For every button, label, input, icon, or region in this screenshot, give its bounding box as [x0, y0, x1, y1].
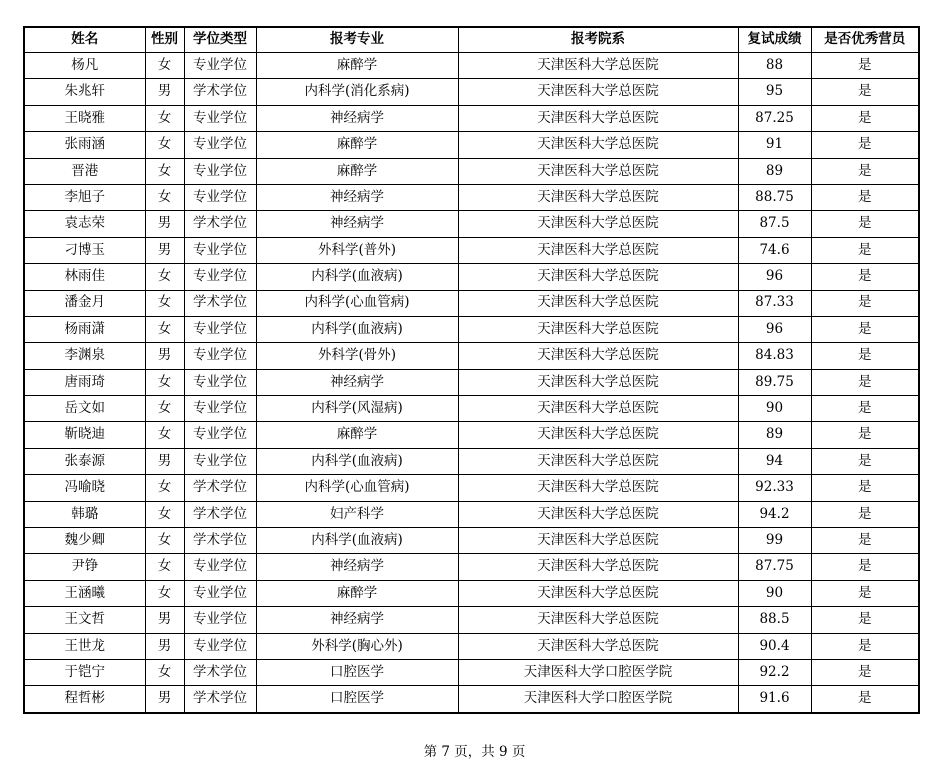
table-row	[24, 343, 919, 369]
cell-major: 内科学(血液病)	[256, 448, 458, 474]
cell-gender: 女	[145, 580, 184, 606]
cell-excellent: 是	[811, 343, 919, 369]
cell-degree-type: 专业学位	[184, 554, 256, 580]
cell-excellent: 是	[811, 369, 919, 395]
cell-degree-type: 学术学位	[184, 528, 256, 554]
table-row	[24, 158, 919, 184]
cell-name: 靳晓迪	[24, 422, 145, 448]
cell-degree-type: 专业学位	[184, 132, 256, 158]
cell-degree-type: 学术学位	[184, 211, 256, 237]
cell-gender: 男	[145, 633, 184, 659]
table-row	[24, 105, 919, 131]
cell-gender: 女	[145, 501, 184, 527]
cell-score: 94.2	[738, 501, 811, 527]
cell-score: 89	[738, 158, 811, 184]
cell-gender: 女	[145, 369, 184, 395]
cell-excellent: 是	[811, 316, 919, 342]
cell-gender: 女	[145, 475, 184, 501]
cell-major: 内科学(血液病)	[256, 316, 458, 342]
cell-degree-type: 专业学位	[184, 53, 256, 79]
column-header-excellent: 是否优秀营员	[811, 27, 919, 53]
cell-gender: 男	[145, 343, 184, 369]
cell-excellent: 是	[811, 53, 919, 79]
cell-excellent: 是	[811, 633, 919, 659]
table-row	[24, 607, 919, 633]
cell-gender: 男	[145, 686, 184, 713]
cell-department: 天津医科大学总医院	[458, 264, 738, 290]
cell-degree-type: 专业学位	[184, 633, 256, 659]
cell-degree-type: 专业学位	[184, 343, 256, 369]
table-row	[24, 554, 919, 580]
cell-excellent: 是	[811, 237, 919, 263]
cell-major: 口腔医学	[256, 686, 458, 713]
cell-major: 外科学(普外)	[256, 237, 458, 263]
cell-name: 魏少卿	[24, 528, 145, 554]
cell-major: 内科学(血液病)	[256, 528, 458, 554]
cell-gender: 女	[145, 105, 184, 131]
cell-degree-type: 专业学位	[184, 184, 256, 210]
cell-department: 天津医科大学总医院	[458, 184, 738, 210]
cell-department: 天津医科大学总医院	[458, 633, 738, 659]
table-row	[24, 686, 919, 713]
table-row	[24, 422, 919, 448]
cell-name: 李渊泉	[24, 343, 145, 369]
cell-name: 潘金月	[24, 290, 145, 316]
cell-excellent: 是	[811, 290, 919, 316]
cell-department: 天津医科大学总医院	[458, 607, 738, 633]
cell-score: 90.4	[738, 633, 811, 659]
cell-degree-type: 专业学位	[184, 607, 256, 633]
cell-gender: 女	[145, 132, 184, 158]
cell-degree-type: 学术学位	[184, 475, 256, 501]
cell-score: 91.6	[738, 686, 811, 713]
cell-department: 天津医科大学总医院	[458, 422, 738, 448]
cell-gender: 男	[145, 211, 184, 237]
cell-gender: 男	[145, 79, 184, 105]
cell-score: 88.5	[738, 607, 811, 633]
cell-score: 88.75	[738, 184, 811, 210]
cell-department: 天津医科大学总医院	[458, 290, 738, 316]
table-row	[24, 53, 919, 79]
cell-major: 内科学(血液病)	[256, 264, 458, 290]
cell-score: 96	[738, 264, 811, 290]
cell-excellent: 是	[811, 211, 919, 237]
cell-score: 89	[738, 422, 811, 448]
cell-degree-type: 学术学位	[184, 79, 256, 105]
cell-department: 天津医科大学总医院	[458, 158, 738, 184]
cell-department: 天津医科大学总医院	[458, 501, 738, 527]
cell-major: 神经病学	[256, 184, 458, 210]
cell-major: 神经病学	[256, 369, 458, 395]
cell-excellent: 是	[811, 422, 919, 448]
cell-score: 96	[738, 316, 811, 342]
cell-department: 天津医科大学总医院	[458, 316, 738, 342]
cell-name: 袁志荣	[24, 211, 145, 237]
cell-score: 87.25	[738, 105, 811, 131]
cell-name: 张雨涵	[24, 132, 145, 158]
cell-name: 岳文如	[24, 396, 145, 422]
column-header-name: 姓名	[24, 27, 145, 53]
cell-degree-type: 学术学位	[184, 501, 256, 527]
cell-department: 天津医科大学总医院	[458, 369, 738, 395]
cell-department: 天津医科大学总医院	[458, 580, 738, 606]
cell-degree-type: 专业学位	[184, 448, 256, 474]
cell-degree-type: 专业学位	[184, 264, 256, 290]
cell-major: 麻醉学	[256, 422, 458, 448]
cell-degree-type: 专业学位	[184, 369, 256, 395]
cell-gender: 女	[145, 184, 184, 210]
table-row	[24, 211, 919, 237]
cell-major: 口腔医学	[256, 659, 458, 685]
cell-department: 天津医科大学总医院	[458, 475, 738, 501]
cell-score: 95	[738, 79, 811, 105]
cell-excellent: 是	[811, 448, 919, 474]
cell-name: 林雨佳	[24, 264, 145, 290]
applicant-table	[23, 26, 920, 714]
cell-score: 88	[738, 53, 811, 79]
cell-gender: 女	[145, 158, 184, 184]
table-row	[24, 290, 919, 316]
cell-name: 冯喻晓	[24, 475, 145, 501]
cell-excellent: 是	[811, 158, 919, 184]
cell-department: 天津医科大学总医院	[458, 132, 738, 158]
cell-major: 内科学(消化系病)	[256, 79, 458, 105]
table-header-row	[24, 27, 919, 53]
cell-name: 朱兆轩	[24, 79, 145, 105]
cell-degree-type: 专业学位	[184, 396, 256, 422]
cell-degree-type: 专业学位	[184, 580, 256, 606]
cell-name: 唐雨琦	[24, 369, 145, 395]
cell-major: 内科学(心血管病)	[256, 290, 458, 316]
column-header-degree-type: 学位类型	[184, 27, 256, 53]
cell-excellent: 是	[811, 607, 919, 633]
cell-score: 89.75	[738, 369, 811, 395]
cell-degree-type: 专业学位	[184, 316, 256, 342]
cell-gender: 女	[145, 528, 184, 554]
cell-degree-type: 学术学位	[184, 659, 256, 685]
cell-gender: 女	[145, 554, 184, 580]
table-row	[24, 79, 919, 105]
table-row	[24, 184, 919, 210]
cell-department: 天津医科大学总医院	[458, 343, 738, 369]
cell-department: 天津医科大学总医院	[458, 105, 738, 131]
table-row	[24, 237, 919, 263]
cell-name: 杨凡	[24, 53, 145, 79]
cell-excellent: 是	[811, 554, 919, 580]
cell-excellent: 是	[811, 79, 919, 105]
cell-department: 天津医科大学口腔医学院	[458, 686, 738, 713]
cell-excellent: 是	[811, 501, 919, 527]
cell-department: 天津医科大学口腔医学院	[458, 659, 738, 685]
cell-gender: 男	[145, 607, 184, 633]
table-row	[24, 448, 919, 474]
column-header-department: 报考院系	[458, 27, 738, 53]
cell-department: 天津医科大学总医院	[458, 554, 738, 580]
cell-major: 神经病学	[256, 607, 458, 633]
cell-gender: 女	[145, 264, 184, 290]
cell-name: 于铠宁	[24, 659, 145, 685]
table-row	[24, 316, 919, 342]
cell-name: 杨雨潇	[24, 316, 145, 342]
cell-name: 张泰源	[24, 448, 145, 474]
cell-name: 王涵曦	[24, 580, 145, 606]
cell-name: 晋港	[24, 158, 145, 184]
cell-major: 麻醉学	[256, 580, 458, 606]
cell-degree-type: 专业学位	[184, 105, 256, 131]
table-row	[24, 633, 919, 659]
cell-score: 99	[738, 528, 811, 554]
cell-degree-type: 专业学位	[184, 158, 256, 184]
cell-score: 92.33	[738, 475, 811, 501]
cell-department: 天津医科大学总医院	[458, 528, 738, 554]
table-row	[24, 475, 919, 501]
cell-score: 92.2	[738, 659, 811, 685]
cell-score: 84.83	[738, 343, 811, 369]
cell-major: 麻醉学	[256, 53, 458, 79]
table-body	[24, 53, 919, 713]
cell-department: 天津医科大学总医院	[458, 53, 738, 79]
cell-department: 天津医科大学总医院	[458, 237, 738, 263]
cell-score: 91	[738, 132, 811, 158]
cell-name: 王晓雅	[24, 105, 145, 131]
cell-gender: 女	[145, 290, 184, 316]
cell-name: 王世龙	[24, 633, 145, 659]
cell-gender: 女	[145, 316, 184, 342]
cell-excellent: 是	[811, 184, 919, 210]
column-header-major: 报考专业	[256, 27, 458, 53]
table-row	[24, 369, 919, 395]
table-row	[24, 659, 919, 685]
table-row	[24, 396, 919, 422]
cell-score: 74.6	[738, 237, 811, 263]
cell-excellent: 是	[811, 264, 919, 290]
cell-degree-type: 专业学位	[184, 422, 256, 448]
table-row	[24, 528, 919, 554]
cell-name: 尹铮	[24, 554, 145, 580]
cell-excellent: 是	[811, 528, 919, 554]
cell-score: 90	[738, 580, 811, 606]
cell-name: 程哲彬	[24, 686, 145, 713]
table-row	[24, 580, 919, 606]
cell-major: 外科学(骨外)	[256, 343, 458, 369]
cell-department: 天津医科大学总医院	[458, 396, 738, 422]
column-header-gender: 性别	[145, 27, 184, 53]
cell-excellent: 是	[811, 659, 919, 685]
cell-gender: 女	[145, 53, 184, 79]
cell-major: 内科学(风湿病)	[256, 396, 458, 422]
page-footer: 第 7 页，共 9 页	[423, 744, 526, 760]
cell-score: 90	[738, 396, 811, 422]
cell-department: 天津医科大学总医院	[458, 79, 738, 105]
cell-name: 韩璐	[24, 501, 145, 527]
cell-score: 87.75	[738, 554, 811, 580]
column-header-score: 复试成绩	[738, 27, 811, 53]
table-row	[24, 501, 919, 527]
cell-major: 神经病学	[256, 554, 458, 580]
cell-gender: 女	[145, 659, 184, 685]
cell-excellent: 是	[811, 132, 919, 158]
cell-department: 天津医科大学总医院	[458, 448, 738, 474]
cell-gender: 男	[145, 237, 184, 263]
table-row	[24, 132, 919, 158]
cell-name: 刁博玉	[24, 237, 145, 263]
cell-major: 麻醉学	[256, 132, 458, 158]
cell-name: 李旭子	[24, 184, 145, 210]
cell-name: 王文哲	[24, 607, 145, 633]
cell-major: 妇产科学	[256, 501, 458, 527]
cell-major: 麻醉学	[256, 158, 458, 184]
cell-excellent: 是	[811, 105, 919, 131]
cell-score: 87.5	[738, 211, 811, 237]
cell-major: 神经病学	[256, 105, 458, 131]
cell-degree-type: 学术学位	[184, 686, 256, 713]
cell-score: 94	[738, 448, 811, 474]
cell-department: 天津医科大学总医院	[458, 211, 738, 237]
cell-degree-type: 专业学位	[184, 237, 256, 263]
cell-excellent: 是	[811, 475, 919, 501]
cell-gender: 女	[145, 422, 184, 448]
cell-major: 神经病学	[256, 211, 458, 237]
table-row	[24, 264, 919, 290]
cell-excellent: 是	[811, 396, 919, 422]
cell-excellent: 是	[811, 686, 919, 713]
cell-major: 内科学(心血管病)	[256, 475, 458, 501]
cell-score: 87.33	[738, 290, 811, 316]
cell-gender: 男	[145, 448, 184, 474]
cell-major: 外科学(胸心外)	[256, 633, 458, 659]
cell-gender: 女	[145, 396, 184, 422]
cell-degree-type: 学术学位	[184, 290, 256, 316]
cell-excellent: 是	[811, 580, 919, 606]
